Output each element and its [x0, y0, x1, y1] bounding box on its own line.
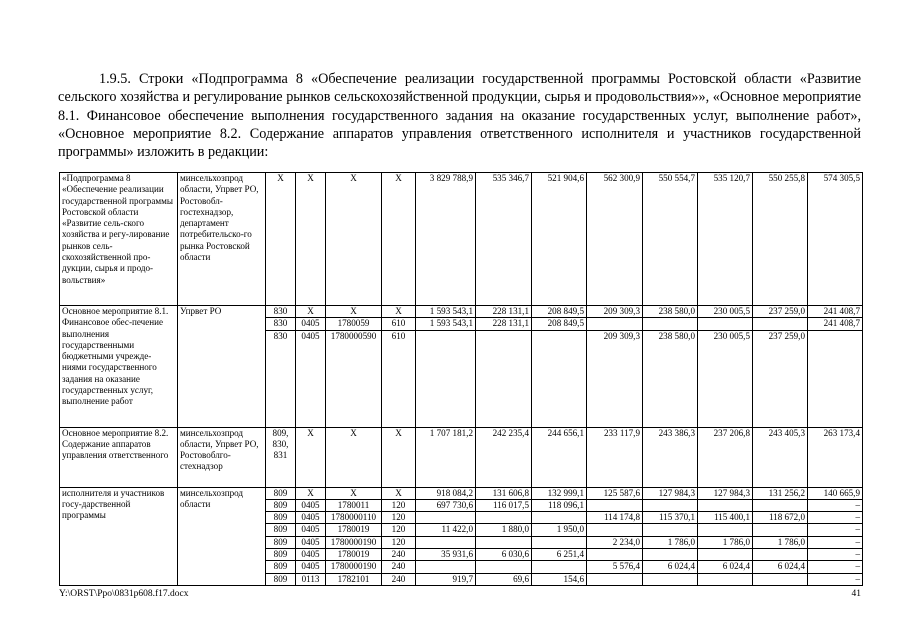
- value-cell: 240: [382, 549, 416, 561]
- value-cell: X: [326, 173, 382, 306]
- value-cell: [532, 561, 587, 573]
- value-cell: 120: [382, 499, 416, 511]
- value-cell: 0405: [296, 318, 326, 330]
- footer-page-number: 41: [851, 589, 861, 599]
- value-cell: 1 707 181,2: [416, 427, 476, 487]
- program-name-cell: «Подпрограмма 8 «Обеспечение реализации государственной программы Ростовской области «Развитие сель-ского хозяйства и регу-лирование рынков сель-скохозяйственной про-дукции, сырья и продо-вольствия»: [60, 173, 178, 306]
- value-cell: 6 251,4: [532, 549, 587, 561]
- executor-cell: минсельхозпрод области: [178, 487, 266, 585]
- value-cell: 6 030,6: [476, 549, 532, 561]
- value-cell: 0405: [296, 512, 326, 524]
- value-cell: 1 880,0: [476, 524, 532, 536]
- value-cell: 244 656,1: [532, 427, 587, 487]
- value-cell: 120: [382, 536, 416, 548]
- value-cell: 243 386,3: [643, 427, 698, 487]
- value-cell: 241 408,7: [808, 306, 863, 318]
- value-cell: 11 422,0: [416, 524, 476, 536]
- table-row: [60, 306, 863, 318]
- value-cell: –: [808, 536, 863, 548]
- value-cell: 0405: [296, 536, 326, 548]
- value-cell: 5 576,4: [587, 561, 643, 573]
- value-cell: 1780000110: [326, 512, 382, 524]
- value-cell: 118 672,0: [753, 512, 808, 524]
- value-cell: 237 259,0: [753, 330, 808, 427]
- value-cell: 228 131,1: [476, 318, 532, 330]
- value-cell: X: [382, 173, 416, 306]
- value-cell: 240: [382, 561, 416, 573]
- value-cell: 114 174,8: [587, 512, 643, 524]
- value-cell: [698, 573, 753, 585]
- value-cell: 120: [382, 512, 416, 524]
- value-cell: 2 234,0: [587, 536, 643, 548]
- value-cell: [643, 524, 698, 536]
- value-cell: 125 587,6: [587, 487, 643, 499]
- value-cell: 230 005,5: [698, 306, 753, 318]
- value-cell: 809: [266, 524, 296, 536]
- value-cell: –: [808, 524, 863, 536]
- value-cell: 1782101: [326, 573, 382, 585]
- value-cell: 209 309,3: [587, 330, 643, 427]
- intro-text: 1.9.5. Строки «Подпрограмма 8 «Обеспечение реализации государственной программы Ростовской области «Развитие сельского хозяйства и регулирование рынков сельскохозяйственной продукции, сырья и продовольствия»», «Основное мероприятие 8.1. Финансовое обеспечение выполнения государственного задания на оказание государственных услуг, выполнение работ», «Основное мероприятие 8.2. Содержание аппаратов управления ответственного исполнителя и участников государственной программы» изложить в редакции:: [58, 71, 861, 161]
- value-cell: [416, 512, 476, 524]
- value-cell: 154,6: [532, 573, 587, 585]
- value-cell: [532, 536, 587, 548]
- value-cell: X: [326, 427, 382, 487]
- value-cell: X: [382, 306, 416, 318]
- value-cell: 127 984,3: [698, 487, 753, 499]
- value-cell: 574 305,5: [808, 173, 863, 306]
- value-cell: 140 665,9: [808, 487, 863, 499]
- value-cell: 120: [382, 524, 416, 536]
- value-cell: X: [382, 487, 416, 499]
- value-cell: [587, 318, 643, 330]
- value-cell: X: [296, 487, 326, 499]
- value-cell: [416, 536, 476, 548]
- value-cell: 208 849,5: [532, 306, 587, 318]
- value-cell: –: [808, 549, 863, 561]
- value-cell: 209 309,3: [587, 306, 643, 318]
- value-cell: 535 120,7: [698, 173, 753, 306]
- value-cell: [587, 573, 643, 585]
- value-cell: 1 950,0: [532, 524, 587, 536]
- value-cell: 809: [266, 573, 296, 585]
- value-cell: X: [326, 487, 382, 499]
- executor-cell: минсельхозпрод области, Упрвет РО, Ростовобл-гостехнадзор, департамент потребительско-го рынка Ростовской области: [178, 173, 266, 306]
- value-cell: 69,6: [476, 573, 532, 585]
- budget-table: [59, 172, 863, 586]
- value-cell: 809: [266, 512, 296, 524]
- value-cell: 6 024,4: [643, 561, 698, 573]
- value-cell: 238 580,0: [643, 330, 698, 427]
- value-cell: 132 999,1: [532, 487, 587, 499]
- value-cell: 242 235,4: [476, 427, 532, 487]
- value-cell: 230 005,5: [698, 330, 753, 427]
- value-cell: 1 786,0: [753, 536, 808, 548]
- value-cell: 919,7: [416, 573, 476, 585]
- activity-name-cont-cell: исполнителя и участников госу-дарственной программы: [60, 487, 178, 585]
- value-cell: 809: [266, 561, 296, 573]
- executor-cell: минсельхозпрод области, Упрвет РО, Ростовоблго-стехнадзор: [178, 427, 266, 487]
- value-cell: 131 256,2: [753, 487, 808, 499]
- value-cell: [753, 524, 808, 536]
- value-cell: 243 405,3: [753, 427, 808, 487]
- intro-paragraph: [58, 70, 861, 161]
- value-cell: 918 084,2: [416, 487, 476, 499]
- value-cell: –: [808, 573, 863, 585]
- value-cell: 1 593 543,1: [416, 306, 476, 318]
- value-cell: 127 984,3: [643, 487, 698, 499]
- value-cell: X: [382, 427, 416, 487]
- value-cell: 1780000190: [326, 536, 382, 548]
- executor-cell: Упрвет РО: [178, 306, 266, 428]
- value-cell: [643, 549, 698, 561]
- value-cell: [698, 524, 753, 536]
- value-cell: [698, 499, 753, 511]
- value-cell: [587, 524, 643, 536]
- value-cell: [753, 573, 808, 585]
- value-cell: 35 931,6: [416, 549, 476, 561]
- value-cell: [416, 561, 476, 573]
- value-cell: 1780059: [326, 318, 382, 330]
- value-cell: 0405: [296, 499, 326, 511]
- value-cell: [587, 499, 643, 511]
- value-cell: 809: [266, 499, 296, 511]
- value-cell: 1780000590: [326, 330, 382, 427]
- value-cell: 131 606,8: [476, 487, 532, 499]
- value-cell: 237 259,0: [753, 306, 808, 318]
- value-cell: 697 730,6: [416, 499, 476, 511]
- value-cell: 115 400,1: [698, 512, 753, 524]
- value-cell: 1 786,0: [698, 536, 753, 548]
- value-cell: [753, 499, 808, 511]
- value-cell: [643, 499, 698, 511]
- value-cell: X: [266, 173, 296, 306]
- value-cell: 1780019: [326, 549, 382, 561]
- table-row: [60, 487, 863, 499]
- value-cell: 535 346,7: [476, 173, 532, 306]
- value-cell: [643, 318, 698, 330]
- value-cell: 0405: [296, 524, 326, 536]
- value-cell: [698, 549, 753, 561]
- value-cell: 610: [382, 330, 416, 427]
- value-cell: [643, 573, 698, 585]
- value-cell: [476, 561, 532, 573]
- value-cell: 562 300,9: [587, 173, 643, 306]
- value-cell: 237 206,8: [698, 427, 753, 487]
- value-cell: 0405: [296, 561, 326, 573]
- value-cell: 116 017,5: [476, 499, 532, 511]
- value-cell: [808, 330, 863, 427]
- value-cell: [532, 330, 587, 427]
- value-cell: 263 173,4: [808, 427, 863, 487]
- value-cell: 809, 830, 831: [266, 427, 296, 487]
- footer-file-path: Y:\ORST\Ppo\0831p608.f17.docx: [59, 589, 189, 599]
- value-cell: 830: [266, 318, 296, 330]
- value-cell: [753, 318, 808, 330]
- value-cell: 208 849,5: [532, 318, 587, 330]
- value-cell: 550 255,8: [753, 173, 808, 306]
- value-cell: 6 024,4: [698, 561, 753, 573]
- value-cell: 238 580,0: [643, 306, 698, 318]
- value-cell: 240: [382, 573, 416, 585]
- value-cell: 830: [266, 306, 296, 318]
- value-cell: 115 370,1: [643, 512, 698, 524]
- value-cell: X: [296, 427, 326, 487]
- value-cell: 521 904,6: [532, 173, 587, 306]
- value-cell: 610: [382, 318, 416, 330]
- activity-name-cell: Основное мероприятие 8.2. Содержание аппаратов управления ответственного: [60, 427, 178, 487]
- value-cell: [587, 549, 643, 561]
- value-cell: [753, 549, 808, 561]
- value-cell: 6 024,4: [753, 561, 808, 573]
- value-cell: 830: [266, 330, 296, 427]
- value-cell: 118 096,1: [532, 499, 587, 511]
- value-cell: 1 786,0: [643, 536, 698, 548]
- value-cell: 809: [266, 549, 296, 561]
- value-cell: 550 554,7: [643, 173, 698, 306]
- value-cell: 809: [266, 487, 296, 499]
- value-cell: [476, 536, 532, 548]
- value-cell: –: [808, 561, 863, 573]
- value-cell: 1780019: [326, 524, 382, 536]
- value-cell: 0405: [296, 330, 326, 427]
- value-cell: [476, 330, 532, 427]
- value-cell: 809: [266, 536, 296, 548]
- value-cell: 0113: [296, 573, 326, 585]
- value-cell: 0405: [296, 549, 326, 561]
- value-cell: 3 829 788,9: [416, 173, 476, 306]
- value-cell: [476, 512, 532, 524]
- value-cell: –: [808, 512, 863, 524]
- value-cell: 241 408,7: [808, 318, 863, 330]
- table-row: [60, 173, 863, 306]
- table-row: [60, 427, 863, 487]
- value-cell: [416, 330, 476, 427]
- value-cell: –: [808, 499, 863, 511]
- value-cell: 1780011: [326, 499, 382, 511]
- value-cell: 233 117,9: [587, 427, 643, 487]
- value-cell: X: [326, 306, 382, 318]
- activity-name-cell: Основное мероприятие 8.1. Финансовое обес-печение выполнения государственными бюджетными учрежде-ниями государственного задания на оказание государственных услуг, выполнение работ: [60, 306, 178, 428]
- value-cell: X: [296, 173, 326, 306]
- value-cell: 1 593 543,1: [416, 318, 476, 330]
- value-cell: 228 131,1: [476, 306, 532, 318]
- value-cell: [698, 318, 753, 330]
- value-cell: [532, 512, 587, 524]
- value-cell: X: [296, 306, 326, 318]
- value-cell: 1780000190: [326, 561, 382, 573]
